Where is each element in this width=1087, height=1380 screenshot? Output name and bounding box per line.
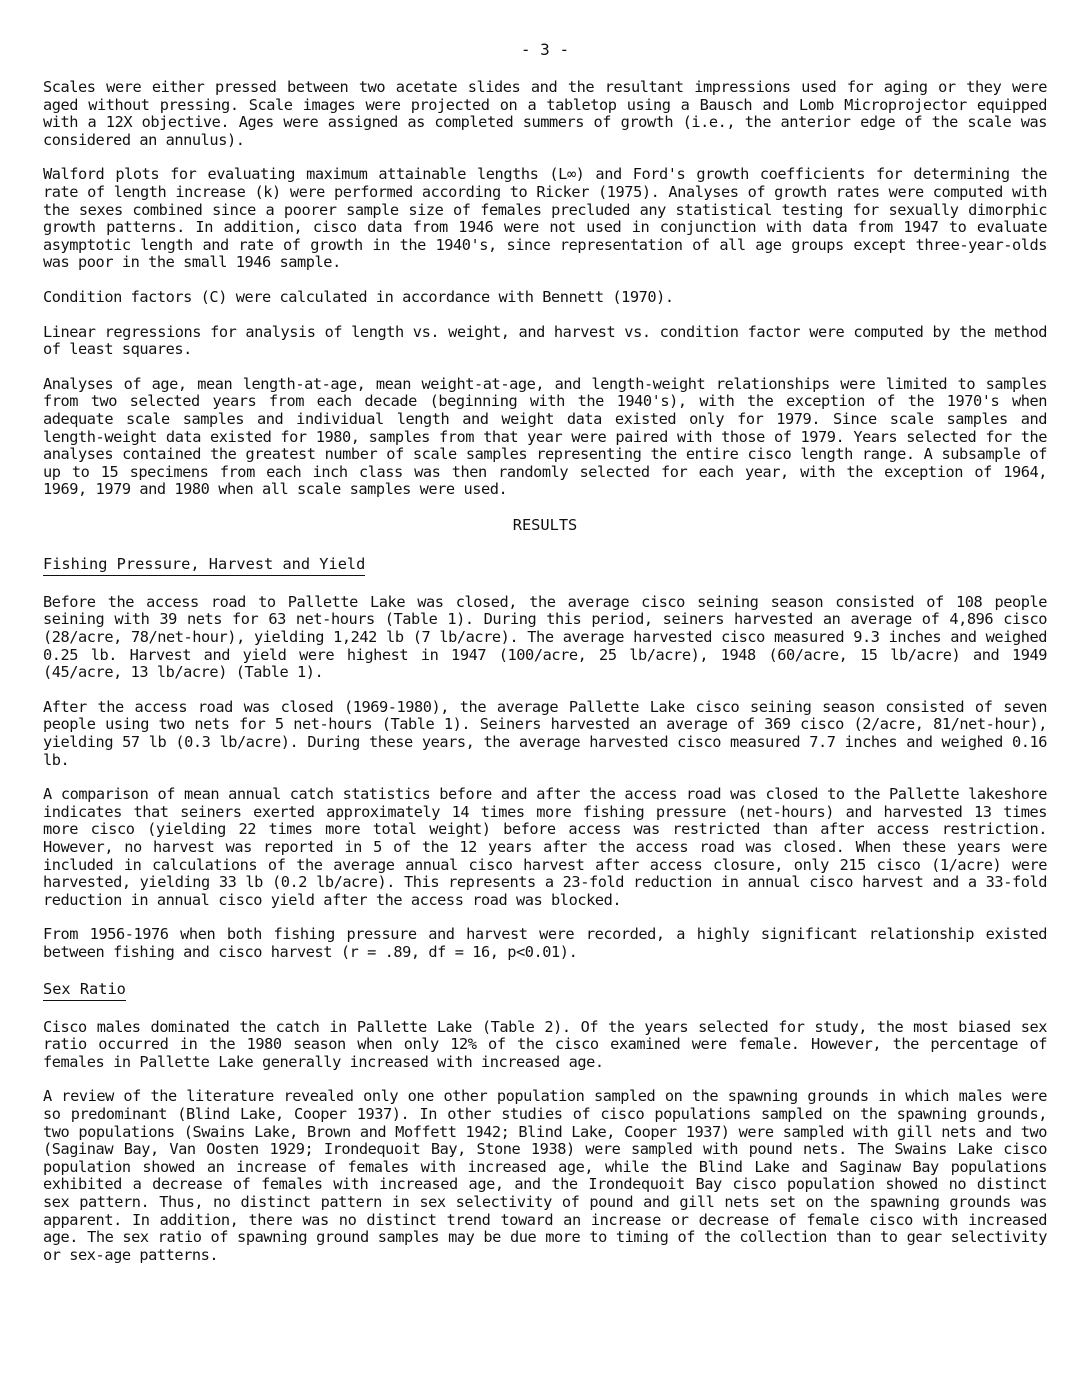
fishing-section <box>43 554 1047 962</box>
paragraph-relationship: From 1956-1976 when both fishing pressure and harvest were recorded, a highly significant relationship existed between fishing and cisco harvest (r = .89, df = 16, p<0.01). <box>43 925 1047 961</box>
page-number: - 3 - <box>520 40 570 59</box>
sex-ratio-section <box>43 979 1047 1265</box>
paragraph-condition-factors: Condition factors (C) were calculated in accordance with Bennett (1970). <box>43 287 674 306</box>
paragraph-walford-plots: Walford plots for evaluating maximum attainable lengths (L∞) and Ford's growth coefficients for determining the rate of length increase (k) were performed according to Ricker (1975). Analyses of growth rates were computed with the sexes combined since a poorer sample size of females precluded any statistical testing for sexually dimorphic growth patterns. In addition, cisco data from 1946 were not used in conjunction with data from 1947 to evaluate asymptotic length and rate of growth in the 1940's, since representation of all age groups except three-year-olds was poor in the small 1946 sample. <box>43 165 1047 272</box>
paragraph-males-dominated: Cisco males dominated the catch in Pallette Lake (Table 2). Of the years selected for study, the most biased sex ratio occurred in the 1980 season when only 12% of the cisco examined were female. However, the percentage of females in Pallette Lake generally increased with increased age. <box>43 1017 1047 1071</box>
paragraph-scale-aging: Scales were either pressed between two acetate slides and the resultant impressions used for aging or they were aged without pressing. Scale images were projected on a tabletop using a Bausch and Lomb Microprojector equipped with a 12X objective. Ages were assigned as completed summers of growth (i.e., the anterior edge of the scale was considered an annulus). <box>43 78 1047 149</box>
paragraph-before-closure: Before the access road to Pallette Lake was closed, the average cisco seining season consisted of 108 people seining with 39 nets for 63 net-hours (Table 1). During this period, seiners harvested an average of 4,896 cisco (28/acre, 78/net-hour), yielding 1,242 lb (7 lb/acre). The average harvested cisco measured 9.3 inches and weighed 0.25 lb. Harvest and yield were highest in 1947 (100/acre, 25 lb/acre), 1948 (60/acre, 15 lb/acre) and 1949 (45/acre, 13 lb/acre) (Table 1). <box>43 592 1047 682</box>
paragraph-literature-review: A review of the literature revealed only one other population sampled on the spawning grounds in which males were so predominant (Blind Lake, Cooper 1937). In other studies of cisco populations sampled on the spawning grounds, two populations (Swains Lake, Brown and Moffett 1942; Blind Lake, Cooper 1937) were sampled with gill nets and two (Saginaw Bay, Van Oosten 1929; Irondequoit Bay, Stone 1938) were sampled with pound nets. The Swains Lake cisco population showed an increase of females with increased age, while the Blind Lake and Saginaw Bay populations exhibited a decrease of females with increased age, and the Irondequoit Bay cisco population showed no distinct sex pattern. Thus, no distinct pattern in sex selectivity of pound and gill nets set on the spawning grounds was apparent. In addition, there was no distinct trend toward an increase or decrease of female cisco with increased age. The sex ratio of spawning ground samples may be due more to timing of the collection than to gear selectivity or sex-age patterns. <box>43 1087 1047 1264</box>
paragraph-comparison: A comparison of mean annual catch statistics before and after the access road was closed to the Pallette lakeshore indicates that seiners exerted approximately 14 times more fishing pressure (net-hours) and harvested 13 times more cisco (yielding 22 times more total weight) before access was restricted than after access restriction. However, no harvest was reported in 5 of the 12 years after the access road was closed. When these years were included in calculations of the average annual cisco harvest after access closure, only 215 cisco (1/acre) were harvested, yielding 33 lb (0.2 lb/acre). This represents a 23-fold reduction in annual cisco harvest and a 33-fold reduction in annual cisco yield after the access road was blocked. <box>43 785 1047 909</box>
paragraph-after-closure: After the access road was closed (1969-1980), the average Pallette Lake cisco seining season consisted of seven people using two nets for 5 net-hours (Table 1). Seiners harvested an average of 369 cisco (2/acre, 81/net-hour), yielding 57 lb (0.3 lb/acre). During these years, the average harvested cisco measured 7.7 inches and weighed 0.16 lb. <box>43 697 1047 769</box>
fishing-section-heading: Fishing Pressure, Harvest and Yield <box>43 555 365 576</box>
sex-ratio-heading: Sex Ratio <box>43 980 126 1001</box>
results-heading: RESULTS <box>512 515 578 534</box>
document-page <box>43 40 1047 1281</box>
paragraph-linear-regressions: Linear regressions for analysis of length vs. weight, and harvest vs. condition factor were computed by the method of least squares. <box>43 322 1047 359</box>
paragraph-analyses-of-age: Analyses of age, mean length-at-age, mean weight-at-age, and length-weight relationships were limited to samples from two selected years from each decade (beginning with the 1940's), with the exception of the 1970's when adequate scale samples and individual length and weight data existed only for 1979. Since scale samples and length-weight data existed for 1980, samples from that year were paired with those of 1979. Years selected for the analyses contained the greatest number of scale samples representing the entire cisco length range. A subsample of up to 15 specimens from each inch class was then randomly selected for each year, with the exception of 1964, 1969, 1979 and 1980 when all scale samples were used. <box>43 374 1047 499</box>
